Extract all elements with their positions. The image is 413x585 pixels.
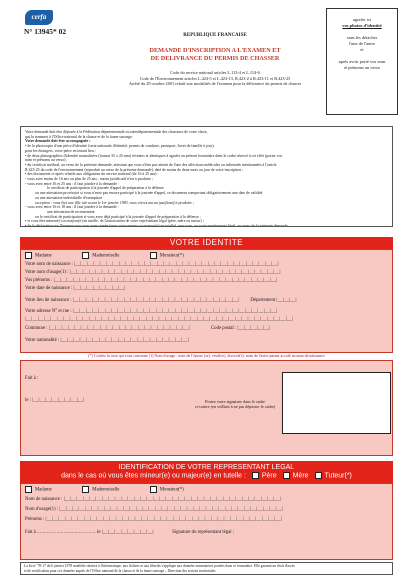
instructions-box: [20, 126, 393, 227]
legal-rep-title-2: dans le cas où vous êtes mineur(e) ou majeur(e) en tutelle : Père Mère Tuteur(*): [61, 472, 352, 480]
photo-line-3: sans les détacher: [346, 35, 378, 40]
address-row-2[interactable]: [25, 317, 293, 322]
label-mere: Mère: [292, 472, 309, 480]
rep-checkbox-mademoiselle[interactable]: [82, 486, 89, 493]
photo-line-1: agrafer ici: [352, 17, 372, 22]
identity-section-title: VOTRE IDENTITE: [20, 237, 393, 249]
date-label: le :: [25, 398, 31, 403]
birth-date-row[interactable]: [25, 286, 126, 291]
form-title-line-1: DEMANDE D'INSCRIPTION A L'EXAMEN ET: [149, 47, 281, 54]
rep-signature-label: Signature du représentant légal :: [172, 530, 235, 535]
legal-rep-section-title: [20, 461, 393, 483]
rep-place-line[interactable]: ..........................................: [37, 530, 96, 535]
checkbox-pere[interactable]: [252, 472, 259, 479]
intro-i4: • des documents ci-après relatifs aux obligations du service national (de 16 à 25 ans) :: [25, 172, 159, 177]
label-pere: Père: [261, 472, 277, 480]
signature-instruction-2: ci-contre (en veillant à ne pas dépasser le cadre): [194, 404, 276, 410]
date-row[interactable]: [25, 398, 84, 403]
city-row[interactable]: [25, 326, 270, 331]
birth-date-label: Votre date de naissance :: [25, 286, 73, 291]
legal-references: [110, 70, 320, 87]
rep-birth-name-boxes[interactable]: |__|__|__|__|__|__|__|__|__|__|__|__|__|__|__|__|__|__|__|__|__|__|__|__|__|__|__|__|__|__|__|__|__|__|: [63, 497, 281, 502]
photo-line-7: et prénoms au verso: [343, 65, 381, 70]
code-line-3: Arrêté du 29 octobre 2001 relatif aux modalités de l'examen pour la délivrance du permis de chasser: [128, 81, 302, 87]
signature-instruction: [185, 399, 285, 409]
usage-name-boxes[interactable]: |__|__|__|__|__|__|__|__|__|__|__|__|__|__|__|__|__|__|__|__|__|__|__|__|__|__|__|__|__|__|__|__|__|: [69, 270, 281, 275]
form-title-line-2: DE DELIVRANCE DU PERMIS DE CHASSER: [150, 55, 280, 62]
rep-signature-row[interactable]: [25, 530, 234, 535]
intro-i14: • si vous êtes mineur(e) ou majeur(e) en tutelle, de l'autorisation de votre représentant légal (père, mère ou tuteur) ;: [25, 219, 204, 224]
signature-date-boxes[interactable]: |__|__|__|__|__|__|__|__|: [32, 398, 85, 403]
rep-civility-row: [25, 486, 184, 493]
checkbox-madame[interactable]: [25, 252, 32, 259]
intro-i5: - vous avez moins de 16 ans ou plus de 25 ans : aucun justificatif n'est à produire ;: [25, 177, 153, 182]
intro-i8: ou une attestation provisoire si vous n'avez pas encore participé à la journée d'appel, ce document comportant obligatoirement une date de validité: [35, 191, 263, 196]
intro-i1b: pour les étrangers, votre pièce en tenant lieu ;: [25, 148, 96, 153]
rep-label-madame: Madame: [35, 487, 52, 493]
address-boxes-2[interactable]: |__|__|__|__|__|__|__|__|__|__|__|__|__|__|__|__|__|__|__|__|__|__|__|__|__|__|__|__|__|__|__|__|__|__|__|__|__|__|__|__|__|__|: [25, 317, 294, 322]
fait-a-row[interactable]: [25, 376, 38, 381]
rep-first-names-row[interactable]: [25, 517, 282, 522]
code-line-1: Code du service national articles L.113-4 et L.114-6: [170, 70, 260, 75]
civility-row: [25, 252, 184, 259]
label-mademoiselle: Mademoiselle: [92, 253, 120, 259]
checkbox-mademoiselle[interactable]: [82, 252, 89, 259]
rep-first-names-boxes[interactable]: |__|__|__|__|__|__|__|__|__|__|__|__|__|__|__|__|__|__|__|__|__|__|__|__|__|__|__|__|__|__|__|__|__|__|__|__|__|: [45, 517, 282, 522]
rep-date-boxes[interactable]: |__|__|__|__|__|__|__|__|: [101, 530, 154, 535]
department-label: Département: [250, 298, 276, 303]
nationality-boxes[interactable]: |__|__|__|__|__|__|__|__|__|__|__|__|__|__|__|__|__|__|__|__|: [60, 338, 189, 343]
intro-i15: • de la déclaration sur l'honneur que vous avez signée (pour votre mineur ou majeur(e) en tutelle), que vous, ou votre représentant légal, au verso de la présente demande,: [25, 224, 289, 227]
signature-box[interactable]: [282, 372, 391, 434]
birth-date-boxes[interactable]: |__|__|__|__|__|__|__|__|: [73, 286, 126, 291]
intro-i10: exception : vous êtes une fille née avant le 1er janvier 1983, vous n'avez aucun justificatif à produire ;: [35, 200, 195, 205]
usage-name-label: Votre nom d'usage(1) :: [25, 270, 69, 275]
form-number: N° 13945* 02: [24, 27, 67, 36]
rep-label-mademoiselle: Mademoiselle: [92, 487, 120, 493]
city-boxes[interactable]: |__|__|__|__|__|__|__|__|__|__|__|__|__|__|__|__|__|__|__|__|__|__|: [48, 326, 190, 331]
intro-i1: • de la photocopie d'une pièce d'identité (carte nationale d'identité, permis de conduire, passeport, livret de famille à jour),: [25, 144, 215, 149]
checkbox-monsieur[interactable]: [150, 252, 157, 259]
privacy-notice: [20, 562, 393, 575]
first-names-label: Vos prénoms :: [25, 278, 53, 283]
address-boxes-1[interactable]: |__|__|__|__|__|__|__|__|__|__|__|__|__|__|__|__|__|__|__|__|__|__|__|__|__|__|__|__|__|__|__|__|: [72, 309, 278, 314]
photo-attach-box[interactable]: [326, 8, 398, 115]
postal-code-label: Code postal :: [210, 326, 237, 331]
intro-p1: Votre demande doit être déposée à la Fédération départementale ou interdépartementale des chasseurs de votre choix,: [25, 130, 208, 134]
birth-place-label: Votre lieu de naissance :: [25, 298, 72, 303]
intro-i3: • du certificat médical, au verso de la présente demande, attestant que vous n'êtes pas atteint de l'une des affections médicales ou infirmités mentionnées à l'article: [25, 162, 277, 167]
photo-line-2: vos photos d'identité: [342, 23, 382, 28]
nationality-label: Votre nationalité :: [25, 338, 60, 343]
photo-line-5: et: [360, 47, 364, 52]
label-madame: Madame: [35, 253, 52, 259]
first-names-row[interactable]: [25, 278, 277, 283]
intro-i6: - vous avez entre 16 et 25 ans : il faut joindre à la demande :: [25, 181, 119, 186]
intro-i2: • de deux photographies d'identité normalisées (format 35 x 45 mm) récentes et identiques à agrafer au présent formulaire dans le cadre réservé à cet effet (porter vos: [25, 153, 283, 158]
intro-i12: une attestation de recensement: [47, 209, 95, 214]
code-line-2: Code de l'Environnement articles L.423-5 et L.423-13, R.423-2 à R.423-11 et R.423-25: [139, 75, 291, 81]
label-tuteur: Tuteur(*): [324, 472, 352, 480]
intro-i11: - vous avez entre 16 et 18 ans : il faut joindre à la demande :: [25, 205, 119, 210]
rep-checkbox-monsieur[interactable]: [150, 486, 157, 493]
intro-i9: ou une attestation individuelle d'exemption: [35, 195, 103, 200]
usage-name-row[interactable]: [25, 270, 281, 275]
address-row[interactable]: [25, 309, 278, 314]
label-monsieur: Monsieur(*): [159, 253, 184, 259]
city-label: Commune :: [25, 326, 48, 331]
intro-i3b: R.423-25 du code de l'environnement (reproduit au verso de la présente demande), daté de moins de deux mois au jour de votre inscription ;: [25, 167, 244, 172]
rep-checkbox-madame[interactable]: [25, 486, 32, 493]
rep-usage-name-row[interactable]: [25, 507, 283, 512]
privacy-line-1: La loi n° 78-17 du 6 janvier 1978 modifiée relative à l'informatique, aux fichiers et aux libertés s'applique aux données nominatives portées dans ce formulaire. Elle garantit un droit d'accès: [24, 564, 295, 568]
nationality-row[interactable]: [25, 338, 189, 343]
intro-p3: Votre demande doit être accompagnée :: [25, 139, 91, 144]
postal-code-boxes[interactable]: |__|__|__|__|__|: [237, 326, 271, 331]
rep-label-monsieur: Monsieur(*): [159, 487, 184, 493]
signature-instruction-1: Portez votre signature dans le cadre: [205, 399, 265, 404]
first-names-boxes[interactable]: |__|__|__|__|__|__|__|__|__|__|__|__|__|__|__|__|__|__|__|__|__|__|__|__|__|__|__|__|__|__|__|__|__|__|__|: [53, 278, 278, 283]
rep-usage-name-label: Nom d'usage(1) :: [25, 507, 59, 512]
rep-birth-name-row[interactable]: [25, 497, 281, 502]
intro-p2: qui la transmet à l'Office national de la chasse et de la faune sauvage.: [25, 134, 133, 139]
birth-name-label: Votre nom de naissance :: [25, 262, 73, 267]
birth-place-row[interactable]: [25, 298, 297, 303]
cerfa-logo: cerfa: [25, 10, 53, 25]
intro-i7: le certificat de participation à la journée d'appel de préparation à la défense: [47, 186, 164, 191]
privacy-line-2: et de rectification pour ces données auprès de l'Office national de la chasse et de la faune sauvage – Direction des actions territoriales: [24, 568, 216, 573]
intro-i13: ou le certificat de participation si vous avez déjà participé à la journée d'appel de préparation à la défense ;: [35, 214, 201, 219]
fait-a-label: Fait à :: [25, 376, 39, 381]
intro-i2b: nom et prénoms au verso) ;: [25, 158, 68, 163]
birth-place-boxes[interactable]: |__|__|__|__|__|__|__|__|__|__|__|__|__|__|__|__|__|__|__|__|__|__|__|__|__|__|: [72, 298, 240, 303]
photo-line-6: après avoir porté vos nom: [338, 59, 386, 64]
checkbox-tuteur[interactable]: [315, 472, 322, 479]
rep-date-label: le: [96, 530, 101, 535]
identity-footnote: (*) Cochez la case qui vous concerne (1) Nom d'usage : nom de l'époux (se), veuf(ve), divorcé(e), nom de l'autre parent accolé au nom de naissance: [88, 353, 325, 358]
rep-first-names-label: Prénoms :: [25, 517, 45, 522]
department-boxes[interactable]: |__|__|__|: [276, 298, 297, 303]
legal-rep-title-1: IDENTIFICATION DE VOTRE REPRESENTANT LEGAL: [118, 464, 295, 471]
birth-name-row[interactable]: [25, 262, 279, 267]
birth-name-boxes[interactable]: |__|__|__|__|__|__|__|__|__|__|__|__|__|__|__|__|__|__|__|__|__|__|__|__|__|__|__|__|__|__|__|__|: [74, 262, 279, 267]
rep-fait-a-label: Fait à: [25, 530, 36, 535]
rep-birth-name-label: Nom de naissance :: [25, 497, 63, 502]
rep-usage-name-boxes[interactable]: |__|__|__|__|__|__|__|__|__|__|__|__|__|__|__|__|__|__|__|__|__|__|__|__|__|__|__|__|__|__|__|__|__|__|__|: [59, 507, 283, 512]
republic-label: REPUBLIQUE FRANCAISE: [183, 33, 247, 38]
form-title: [110, 47, 320, 63]
photo-line-4: l'une de l'autre: [348, 41, 376, 46]
checkbox-mere[interactable]: [283, 472, 290, 479]
address-label: Votre adresse N° et rue :: [25, 309, 72, 314]
